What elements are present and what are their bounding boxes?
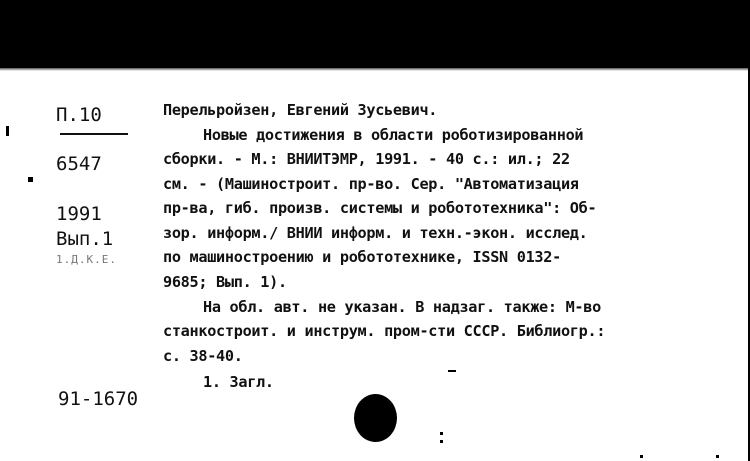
scan-speck (440, 440, 443, 443)
entry-line: пр-ва, гиб. произв. системы и робототехника": Об- (163, 199, 597, 217)
call-number: П.10 (56, 104, 102, 126)
scan-top-border (0, 0, 750, 68)
registration-number: 91-1670 (58, 388, 139, 410)
margin-tick-mark (6, 126, 9, 136)
scan-speck (640, 455, 643, 458)
entry-line: Новые достижения в области роботизированной (203, 126, 584, 144)
scan-speck (448, 370, 456, 372)
entry-line: 9685; Вып. 1). (163, 273, 287, 291)
scan-speck (440, 432, 443, 435)
card-top-edge (0, 68, 750, 71)
card-punch-hole (354, 394, 397, 442)
entry-line: зор. информ./ ВНИИ информ. и техн.-экон. исслед. (163, 224, 588, 242)
margin-dot-mark (28, 177, 33, 182)
faint-stamp-mark: 1.Д.К.Е. (56, 253, 117, 266)
entry-note: станкостроит. и инструм. пром-сти СССР. Библиогр.: (163, 322, 606, 340)
issue-number: Вып.1 (56, 228, 114, 250)
call-number-underline (60, 133, 128, 135)
entry-note: На обл. авт. не указан. В надзаг. также: М-во (203, 298, 601, 316)
entry-line: по машиностроению и робототехнике, ISSN 0132- (163, 248, 561, 266)
entry-author: Перельройзен, Евгений Зусьевич. (163, 101, 438, 119)
entry-line: см. - (Машиностроит. пр-во. Сер. "Автоматизация (163, 175, 579, 193)
publication-year: 1991 (56, 203, 102, 225)
entry-tracing: 1. Загл. (203, 373, 274, 391)
entry-note: с. 38-40. (163, 347, 243, 365)
inventory-number: 6547 (56, 153, 102, 175)
scan-speck (716, 455, 719, 458)
entry-line: сборки. - М.: ВНИИТЭМР, 1991. - 40 с.: ил.; 22 (163, 150, 570, 168)
